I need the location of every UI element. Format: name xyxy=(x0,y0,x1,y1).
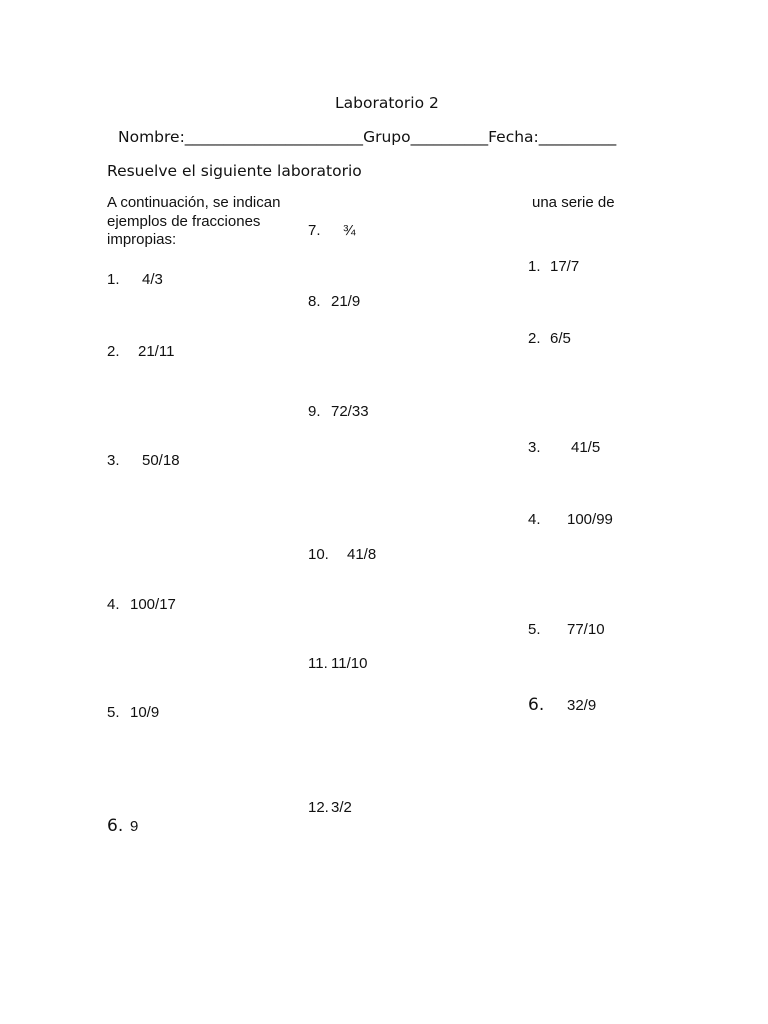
intro-line-1: A continuación, se indican xyxy=(107,194,281,211)
list-item: 11. 11/10 xyxy=(308,655,368,672)
list-item: 5. 10/9 xyxy=(107,704,160,721)
list-item: 7. ¾ xyxy=(308,222,356,239)
list-item: 1. 4/3 xyxy=(107,271,163,288)
list-item: 6. 32/9 xyxy=(528,695,597,715)
intro-paragraph xyxy=(107,194,280,250)
list-item: 12. 3/2 xyxy=(308,799,352,816)
list-item: 1. 17/7 xyxy=(528,258,580,275)
list-item: 4. 100/17 xyxy=(107,596,176,613)
list-item: 2. 21/11 xyxy=(107,343,175,360)
list-item: 2. 6/5 xyxy=(528,330,571,347)
list-item: 6. 9 xyxy=(107,816,139,836)
grupo-field: Grupo__________ xyxy=(363,128,489,146)
intro-right-text: una serie de xyxy=(532,194,615,211)
list-item: 5. 77/10 xyxy=(528,621,605,638)
list-item: 8. 21/9 xyxy=(308,293,361,310)
intro-line-3: impropias: xyxy=(107,231,177,248)
nombre-field: Nombre:_______________________ xyxy=(118,128,364,146)
list-item: 9. 72/33 xyxy=(308,403,369,420)
fecha-field: Fecha:__________ xyxy=(488,128,617,146)
list-item: 4. 100/99 xyxy=(528,511,613,528)
list-item: 3. 41/5 xyxy=(528,439,601,456)
list-item: 10. 41/8 xyxy=(308,546,377,563)
intro-line-2: ejemplos de fracciones xyxy=(107,212,261,230)
document-title: Laboratorio 2 xyxy=(335,94,439,112)
header-line xyxy=(118,128,616,146)
list-item: 3. 50/18 xyxy=(107,452,180,469)
instruction-text: Resuelve el siguiente laboratorio xyxy=(107,162,362,180)
